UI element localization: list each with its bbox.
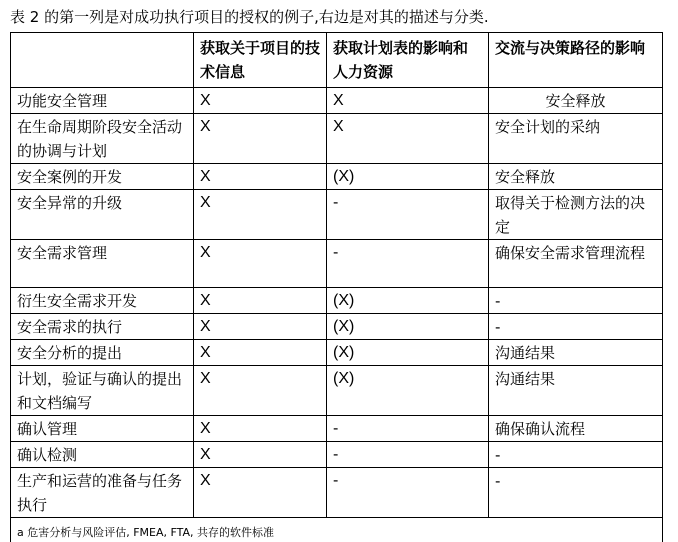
header-cell-empty: [11, 33, 194, 88]
table-row: [11, 416, 663, 442]
task-cell: 安全需求管理: [11, 240, 194, 288]
communication-decision-cell: -: [489, 314, 663, 340]
header-communication-decision: 交流与决策路径的影响: [489, 33, 663, 88]
task-cell: 安全异常的升级: [11, 190, 194, 240]
technical-info-cell: X: [194, 366, 327, 416]
communication-decision-cell: -: [489, 442, 663, 468]
table-row: [11, 114, 663, 164]
technical-info-cell: X: [194, 88, 327, 114]
technical-info-cell: X: [194, 442, 327, 468]
task-cell: 衍生安全需求开发: [11, 288, 194, 314]
table-row: [11, 340, 663, 366]
schedule-resources-cell: (X): [327, 366, 489, 416]
table-header-row: [11, 33, 663, 88]
communication-decision-cell: 沟通结果: [489, 340, 663, 366]
communication-decision-cell: -: [489, 288, 663, 314]
header-technical-info: 获取关于项目的技术信息: [194, 33, 327, 88]
technical-info-cell: X: [194, 468, 327, 518]
technical-info-cell: X: [194, 416, 327, 442]
technical-info-cell: X: [194, 240, 327, 288]
schedule-resources-cell: (X): [327, 164, 489, 190]
technical-info-cell: X: [194, 190, 327, 240]
task-cell: 计划，验证与确认的提出和文档编写: [11, 366, 194, 416]
table-row: [11, 366, 663, 416]
communication-decision-cell: 取得关于检测方法的决定: [489, 190, 663, 240]
task-cell: 安全案例的开发: [11, 164, 194, 190]
task-cell: 确认检测: [11, 442, 194, 468]
schedule-resources-cell: X: [327, 114, 489, 164]
task-cell: 在生命周期阶段安全活动的协调与计划: [11, 114, 194, 164]
table-row: [11, 164, 663, 190]
table-body: [11, 88, 663, 542]
communication-decision-cell: 确保确认流程: [489, 416, 663, 442]
task-cell: 生产和运营的准备与任务执行: [11, 468, 194, 518]
header-schedule-resources: 获取计划表的影响和人力资源: [327, 33, 489, 88]
schedule-resources-cell: -: [327, 240, 489, 288]
task-cell: 安全分析的提出: [11, 340, 194, 366]
technical-info-cell: X: [194, 164, 327, 190]
schedule-resources-cell: -: [327, 416, 489, 442]
authorization-table: [10, 32, 663, 542]
communication-decision-cell: 安全释放: [489, 164, 663, 190]
schedule-resources-cell: (X): [327, 288, 489, 314]
table-footnote: a 危害分析与风险评估, FMEA, FTA, 共存的软件标准: [11, 518, 663, 542]
task-cell: 确认管理: [11, 416, 194, 442]
table-row: [11, 288, 663, 314]
task-cell: 安全需求的执行: [11, 314, 194, 340]
communication-decision-cell: 安全计划的采纳: [489, 114, 663, 164]
schedule-resources-cell: -: [327, 468, 489, 518]
technical-info-cell: X: [194, 114, 327, 164]
communication-decision-cell: -: [489, 468, 663, 518]
table-row: [11, 88, 663, 114]
technical-info-cell: X: [194, 340, 327, 366]
schedule-resources-cell: -: [327, 442, 489, 468]
schedule-resources-cell: X: [327, 88, 489, 114]
table-caption: 表 2 的第一列是对成功执行项目的授权的例子,右边是对其的描述与分类.: [10, 6, 489, 28]
technical-info-cell: X: [194, 288, 327, 314]
table-row: [11, 442, 663, 468]
schedule-resources-cell: -: [327, 190, 489, 240]
table-row: [11, 314, 663, 340]
communication-decision-cell: 确保安全需求管理流程: [489, 240, 663, 288]
communication-decision-cell: 安全释放: [489, 88, 663, 114]
schedule-resources-cell: (X): [327, 314, 489, 340]
schedule-resources-cell: (X): [327, 340, 489, 366]
footnote-row: [11, 518, 663, 542]
table-row: [11, 190, 663, 240]
task-cell: 功能安全管理: [11, 88, 194, 114]
technical-info-cell: X: [194, 314, 327, 340]
table-row: [11, 240, 663, 288]
table-row: [11, 468, 663, 518]
communication-decision-cell: 沟通结果: [489, 366, 663, 416]
